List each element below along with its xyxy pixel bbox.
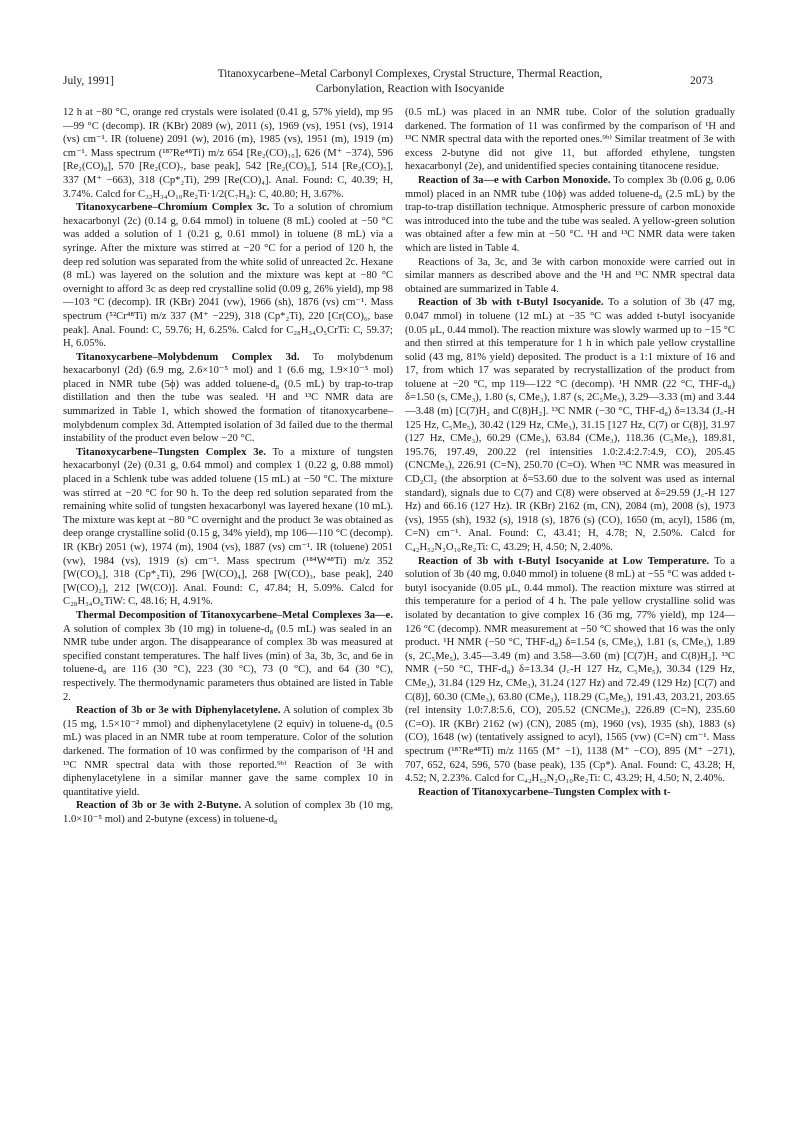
paragraph [63,351,393,446]
running-title-line-2: Carbonylation, Reaction with Isocyanide [315,83,505,95]
paragraph [405,786,735,800]
right-column [405,106,735,799]
paragraph-heading: Reaction of 3b with t-Butyl Isocyanide. [418,297,604,309]
paragraph-text: To a solution of chromium hexacarbonyl (2c) (0.14 g, 0.64 mmol) in toluene (8 mL) cooled at −50 °C was added a solution of 1 (0.21 g, 0.61 mmol) in toluene (8 mL) via a syringe. After the mixture was stirred at −20 °C for a period of 120 h, the deep red solution was separated from the white solid of unreacted 2c. Hexane (8 mL) was layered on the solution and the mixture was kept at −80 °C overnight to afford 3c as deep red crystalline solid (0.09 g, 26% yield), mp 98—103 °C (decomp). IR (KBr) 2041 (vw), 1966 (sh), 1876 (vs) cm⁻¹. Mass spectrum (⁵²Cr⁴⁸Ti) m/z 337 (M⁺ −229), 318 (Cp*₂Ti), 220 [Cr(CO)₆, base peak]. Anal. Found: C, 59.76; H, 6.25%. Calcd for C₂₈H₃₄O₅CrTi: C, 59.37; H, 6.05%. [63,202,393,350]
paragraph-heading: Reaction of 3b with t-Butyl Isocyanide at Low Temperature. [418,555,710,567]
page-number: 2073 [690,75,713,87]
paragraph-heading: Reaction of 3b or 3e with 2-Butyne. [76,800,242,812]
left-column [63,106,393,826]
running-title [160,67,660,97]
page-header [0,0,793,108]
paragraph [405,106,735,174]
paragraph [63,106,393,201]
paragraph [405,296,735,554]
paragraph-heading: Titanoxycarbene–Chromium Complex 3c. [76,202,270,214]
paragraph [63,704,393,799]
journal-date: July, 1991] [63,75,115,87]
paragraph [63,446,393,609]
paragraph [63,609,393,704]
paragraph-text: To a mixture of tungsten hexacarbonyl (2e) (0.31 g, 0.64 mmol) and complex 1 (0.22 g, 0.88 mmol) placed in a Schlenk tube was added toluene (15 mL) at −50 °C. The mixture was stirred at −20 °C for 90 h. To the deep red solution separated from the remaining white solid of tungsten hexacarbonyl was layered hexane (10 mL). The mixture was kept at −80 °C overnight and the product 3e was obtained as deep orange crystalline solid (0.15 g, 34% yield), mp 106—110 °C (decomp). IR (KBr) 2051 (w), 1974 (m), 1904 (vs), 1887 (vs) cm⁻¹. IR (toluene) 2051 (vw), 1984 (vs), 1919 (s) cm⁻¹. Mass spectrum (¹⁸⁴W⁴⁸Ti) m/z 352 [W(CO)₆], 318 (Cp*₂Ti), 296 [W(CO)₄], 268 [W(CO)₃, base peak], 240 [W(CO)₂], 212 [W(CO)]. Anal. Found: C, 47.84; H, 5.09%. Calcd for C₂₈H₃₄O₆TiW: C, 48.16; H, 4.91%. [63,446,393,608]
paragraph-text: A solution of complex 3b (10 mg) in toluene-d₈ (0.5 mL) was sealed in an NMR tube under argon. The disappearance of complex 3b was measured at specified constant temperatures. The half lives (min) of 3a, 3b, 3c, and 6e in toluene-d₈ are 116 (30 °C), 223 (30 °C), 73 (0 °C), and 64 (30 °C), respectively. The thermodynamic parameters thus obtained are listed in Table 2. [63,623,393,703]
paragraph-text: (0.5 mL) was placed in an NMR tube. Color of the solution gradually darkened. The formation of 11 was confirmed by the comparison of ¹H and ¹³C NMR spectral data with the reported ones.⁹ᵇ⁾ Similar treatment of 3e with excess 2-butyne did not give 11, but afforded ethylene, tungsten hexacarbonyl (2e), and unidentified species containing titanocene residue. [405,107,735,173]
paragraph-text: To a solution of 3b (40 mg, 0.040 mmol) in toluene (8 mL) at −55 °C was added t-butyl isocyanide (0.05 μL, 0.44 mmol). The reaction mixture was stirred at this temperature for a period of 4 h. The pale yellow crystalline solid was isolated by decantation to give complex 16 (36 mg, 77% yield), mp 124—126 °C (decomp). NMR measurement at −50 °C showed that 16 was the only product. ¹H NMR (−50 °C, THF-d₈) δ=1.54 (s, CMe₃), 1.81 (s, CMe₃), 1.89 (s, 2C₅Me₅), 3.45—3.49 (m) and 3.58—3.60 (m) [C(7)H₂ and C(8)H₂]. ¹³C NMR (−50 °C, THF-d₈) δ=13.34 (J꜀-H 127 Hz, C₅Me₅), 30.34 (129 Hz, CMe₃), 31.84 (129 Hz, CMe₃), 31.24 (127 Hz) and 72.49 (129 Hz) [C(7) and C(8)], 60.30 (CMe₃), 63.80 (CMe₃), 118.29 (C₅Me₅), 191.43, 203.21, 203.65 (rel intensity 1.0:7.8:5.6, CO), 205.52 (CNCMe₃), 226.89 (C=N), 235.60 (C=O). IR (KBr) 2162 (w) (CN), 2085 (m), 1960 (vs), 1935 (sh), 1883 (s) (CO), 1648 (w) (tentatively assigned to acyl), 1565 (vw) (C=N) cm⁻¹. Mass spectrum (¹⁸⁷Re⁴⁸Ti) m/z 1165 (M⁺ −1), 1138 (M⁺ −CO), 895 (M⁺ −271), 707, 652, 624, 596, 570 (base peak), 135 (Cp*). Anal. Found: C, 43.28; H, 4.52; N, 2.23%. Calcd for C₄₂H₅₂N₂O₁₀Re₂Ti: C, 43.29; H, 4.50; N, 2.40%. [405,555,735,785]
running-title-line-1: Titanoxycarbene–Metal Carbonyl Complexes, Crystal Structure, Thermal Reaction, [217,68,603,80]
paragraph-text: 12 h at −80 °C, orange red crystals were isolated (0.41 g, 57% yield), mp 95—99 °C (decomp). IR (KBr) 2089 (w), 2011 (s), 1969 (vs), 1951 (vs), 1914 (vs) cm⁻¹. IR (toluene) 2091 (w), 2016 (m), 1985 (vs), 1951 (m), 1919 (m) cm⁻¹. Mass spectrum (¹⁸⁷Re⁴⁸Ti) m/z 654 [Re₂(CO)₁₀], 626 (M⁺ −374), 596 [Re₂(CO)₈], 570 [Re₂(CO)₇, base peak], 542 [Re₂(CO)₆], 514 [Re₂(CO)₅], 337 (M⁺ −663), 318 (Cp*₂Ti), 299 [Re(CO)₄]. Anal. Found: C, 40.39; H, 3.74%. Calcd for C₃₂H₃₄O₁₀Re₂Ti·1/2(C₇H₈): C, 40.80; H, 3.67%. [63,107,393,200]
paragraph-heading: Titanoxycarbene–Molybdenum Complex 3d. [76,351,300,363]
paragraph [405,174,735,256]
paragraph-text: A solution of complex 3b (15 mg, 1.5×10⁻² mmol) and diphenylacetylene (2 equiv) in toluene-d₈ (0.5 mL) was placed in an NMR tube at room temperature. Color of the solution darkened. The formation of 10 was confirmed by the comparison of ¹H and ¹³C NMR spectral data with those reported.⁹ᵇ⁾ Reaction of 3e with diphenylacetylene in a similar manner gave the same complex 10 in quantitative yield. [63,705,394,798]
paragraph-text: To a solution of 3b (47 mg, 0.047 mmol) in toluene (12 mL) at −35 °C was added t-butyl isocyanide (0.05 μL, 0.44 mmol). The reaction mixture was slowly warmed up to −15 °C and then stirred at this temperature for 1 h in which pale yellow crystalline solid (43 mg, 81% yield) deposited. The product is a 1:1 mixture of 16 and 17, from which 17 was separated by recrystallization of the product from toluene at −20 °C, mp 119—122 °C (decomp). ¹H NMR (22 °C, THF-d₈) δ=1.50 (s, CMe₃), 1.80 (s, CMe₃), 1.87 (s, 2C₅Me₅), 3.29—3.33 (m) and 3.44—3.48 (m) [C(7)H₂ and C(8)H₂]. ¹³C NMR (−30 °C, THF-d₈) δ=13.34 (J꜀-H 125 Hz, C₅Me₅), 30.42 (129 Hz, CMe₃), 31.15 [127 Hz, C(7) or C(8)], 31.97 (127 Hz, CMe₃), 60.29 (CMe₃), 63.84 (CMe₃), 118.36 (C₅Me₅), 189.81, 195.76, 197.49, 200.22 (rel intensities 1.0:2.4:2.7:4.9, CO), 205.45 (CNCMe₃), 226.91 (C=N), 250.70 (C=O). When ¹³C NMR was measured in CD₂Cl₂ (the absorption at δ=53.60 due to the solvent was used as internal standard), signals due to C(7) and C(8) were observed at δ=29.59 (J꜀-H 127 Hz) and 66.16 (127 Hz). IR (KBr) 2162 (m, CN), 2084 (m), 2008 (s), 1973 (vs), 1955 (sh), 1932 (s), 1918 (s), 1876 (s) (CO), 1650 (m, acyl), 1586 (m, C=N) cm⁻¹. Anal. Found: C, 43.41; H, 4.78; N, 2.50%. Calcd for C₄₂H₅₂N₂O₁₀Re₂Ti: C, 43.29; H, 4.50; N, 2.40%. [405,297,735,553]
paragraph [405,555,735,786]
paragraph-text: Reactions of 3a, 3c, and 3e with carbon monoxide were carried out in similar manners as described above and the ¹H and ¹³C NMR spectral data obtained are summarized in Table 4. [405,256,735,295]
paragraph-heading: Reaction of 3a—e with Carbon Monoxide. [418,174,611,186]
paragraph [63,201,393,351]
paragraph-text: To molybdenum hexacarbonyl (2d) (6.9 mg, 2.6×10⁻⁵ mol) and 1 (6.6 mg, 1.9×10⁻⁵ mol) placed in NMR tube (5ϕ) was added toluene-d₈ (0.5 mL) by trap-to-trap distillation and then the tube was sealed. ¹H and ¹³C NMR data are summarized in Table 1, which showed the formation of titanoxycarbene–molybdenum complex 3d. Attempted isolation of 3d failed due to the thermal instability of the product even below −20 °C. [63,351,393,445]
paragraph-text: To complex 3b (0.06 g, 0.06 mmol) placed in an NMR tube (10ϕ) was added toluene-d₈ (2.5 mL) by the trap-to-trap distillation technique. Atmospheric pressure of carbon monoxide was introduced into the tube and the tube was sealed. A yellow-green solution was obtained after a few min at −50 °C. ¹H and ¹³C NMR data were taken which are listed in Table 4. [405,174,735,254]
paragraph-text: A solution of complex 3b (10 mg, 1.0×10⁻⁵ mol) and 2-butyne (excess) in toluene-d₈ [63,800,393,825]
paragraph-heading: Reaction of Titanoxycarbene–Tungsten Complex with t- [418,786,671,798]
paragraph-heading: Titanoxycarbene–Tungsten Complex 3e. [76,446,266,458]
paragraph [63,799,393,826]
paragraph [405,256,735,297]
paragraph-heading: Reaction of 3b or 3e with Diphenylacetylene. [76,705,281,717]
paragraph-heading: Thermal Decomposition of Titanoxycarbene–Metal Complexes 3a—e. [76,609,393,621]
